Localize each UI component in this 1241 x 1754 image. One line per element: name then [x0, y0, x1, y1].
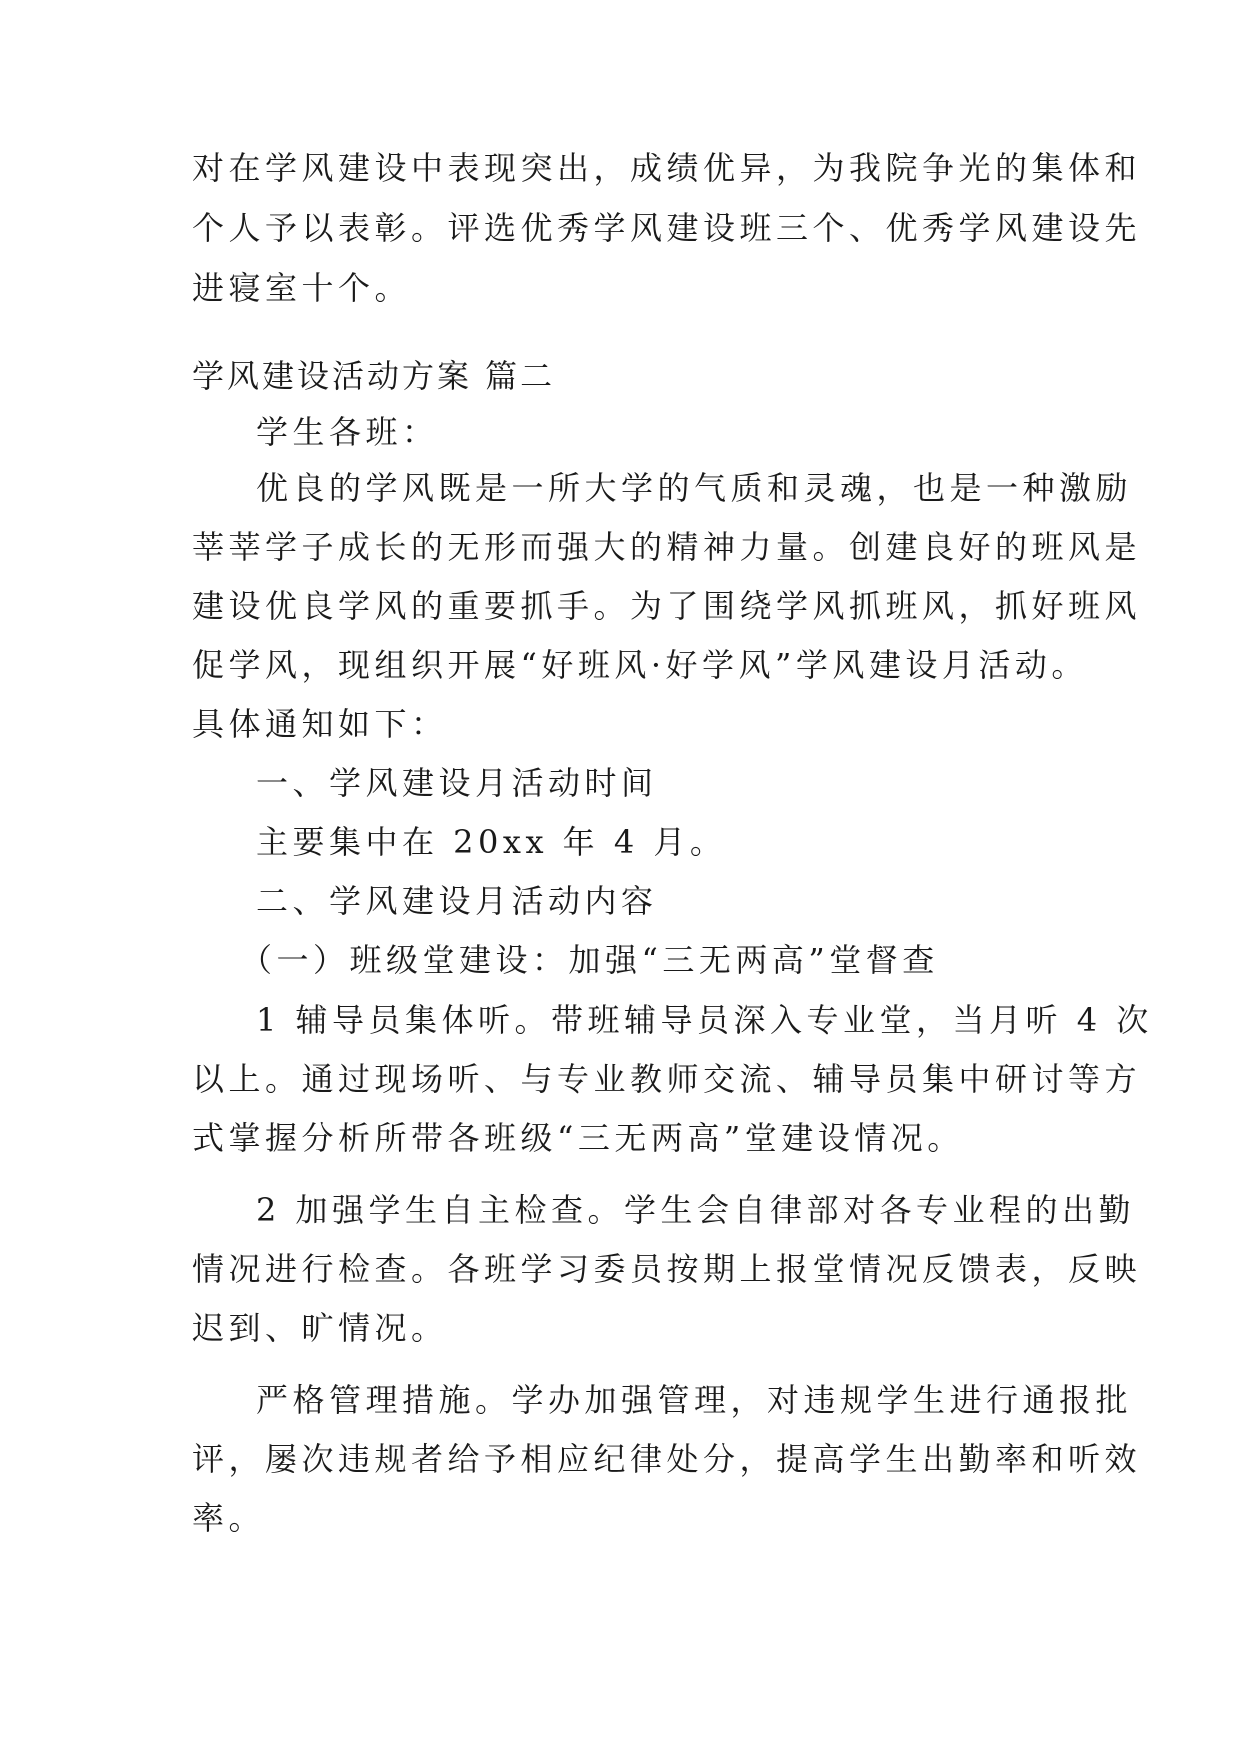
point-line: 严格管理措施。学办加强管理，对违规学生进行通报批 [256, 1381, 1133, 1419]
paragraph-line: 优良的学风既是一所大学的气质和灵魂，也是一种激励 [256, 469, 1133, 507]
item-title: 二、学风建设月活动内容 [256, 882, 658, 920]
point-line: 迟到、旷情况。 [192, 1309, 448, 1347]
paragraph-line: 建设优良学风的重要抓手。为了围绕学风抓班风，抓好班风 [192, 587, 1142, 625]
intro-line: 个人予以表彰。评选优秀学风建设班三个、优秀学风建设先 [192, 209, 1142, 247]
point-line: 以上。通过现场听、与专业教师交流、辅导员集中研讨等方 [192, 1060, 1142, 1098]
intro-line: 对在学风建设中表现突出，成绩优异，为我院争光的集体和 [192, 149, 1142, 187]
point-line: 式掌握分析所带各班级“三无两高”堂建设情况。 [192, 1119, 964, 1157]
point-line: 1 辅导员集体听。带班辅导员深入专业堂，当月听 4 次 [256, 1001, 1153, 1039]
point-line: 评，屡次违规者给予相应纪律处分，提高学生出勤率和听效 [192, 1440, 1142, 1478]
point-line: 2 加强学生自主检查。学生会自律部对各专业程的出勤 [256, 1191, 1136, 1229]
point-line: 率。 [192, 1499, 266, 1537]
intro-line: 进寝室十个。 [192, 269, 412, 307]
paragraph-line: 具体通知如下： [192, 705, 448, 743]
section-title: 学风建设活动方案 篇二 [192, 357, 556, 395]
subitem-title: （一）班级堂建设：加强“三无两高”堂督查 [240, 941, 939, 979]
paragraph-line: 莘莘学子成长的无形而强大的精神力量。创建良好的班风是 [192, 528, 1142, 566]
salutation: 学生各班： [256, 413, 439, 451]
item-body: 主要集中在 20xx 年 4 月。 [256, 823, 727, 861]
point-line: 情况进行检查。各班学习委员按期上报堂情况反馈表，反映 [192, 1250, 1142, 1288]
item-title: 一、学风建设月活动时间 [256, 764, 658, 802]
paragraph-line: 促学风，现组织开展“好班风·好学风”学风建设月活动。 [192, 646, 1088, 684]
